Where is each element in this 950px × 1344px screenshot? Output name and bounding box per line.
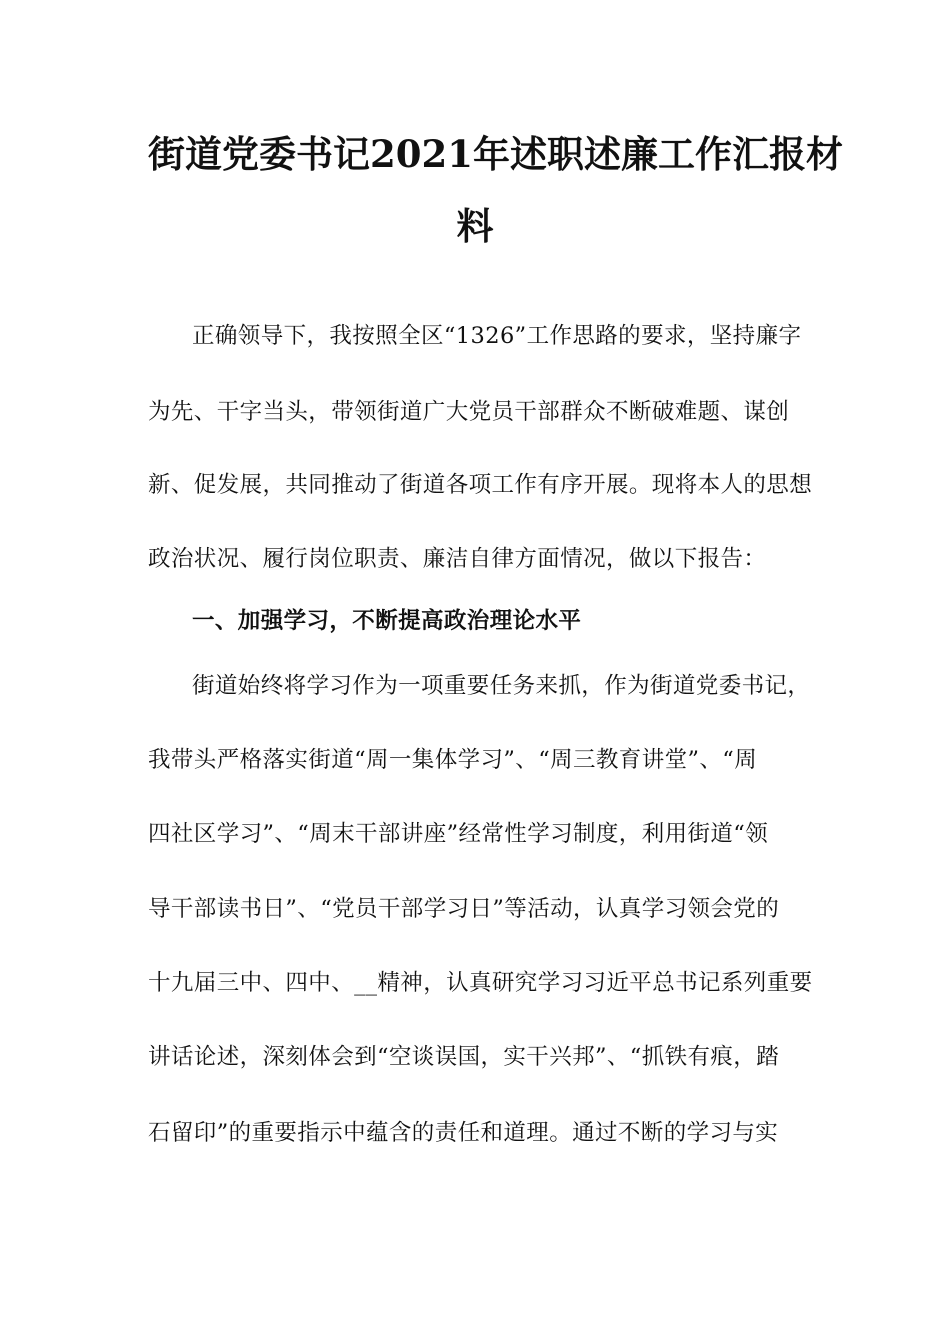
section-heading: 一、加强学习，不断提高政治理论水平 (192, 608, 582, 634)
paragraph-line: 正确领导下，我按照全区“1326”工作思路的要求，坚持廉字 (192, 323, 802, 349)
document-title-line-2: 料 (456, 204, 494, 248)
paragraph-line: 我带头严格落实街道“周一集体学习”、“周三教育讲堂”、“周 (148, 747, 758, 773)
paragraph-line: 四社区学习”、“周末干部讲座”经常性学习制度，利用街道“领 (148, 821, 769, 847)
paragraph-line: 导干部读书日”、“党员干部学习日”等活动，认真学习领会党的 (148, 896, 780, 922)
paragraph-line: 十九届三中、四中、__精神，认真研究学习习近平总书记系列重要 (148, 970, 813, 996)
paragraph-line: 为先、干字当头，带领街道广大党员干部群众不断破难题、谋创 (148, 399, 790, 425)
paragraph-line: 新、促发展，共同推动了街道各项工作有序开展。现将本人的思想 (148, 472, 813, 498)
paragraph-line: 讲话论述，深刻体会到“空谈误国，实干兴邦”、“抓铁有痕，踏 (148, 1044, 780, 1070)
paragraph-line: 街道始终将学习作为一项重要任务来抓，作为街道党委书记， (192, 673, 811, 699)
paragraph-line: 石留印”的重要指示中蕴含的责任和道理。通过不断的学习与实 (148, 1120, 779, 1146)
document-title-line-1: 街道党委书记2021年述职述廉工作汇报材 (148, 132, 843, 176)
paragraph-line: 政治状况、履行岗位职责、廉洁自律方面情况，做以下报告： (148, 546, 767, 572)
